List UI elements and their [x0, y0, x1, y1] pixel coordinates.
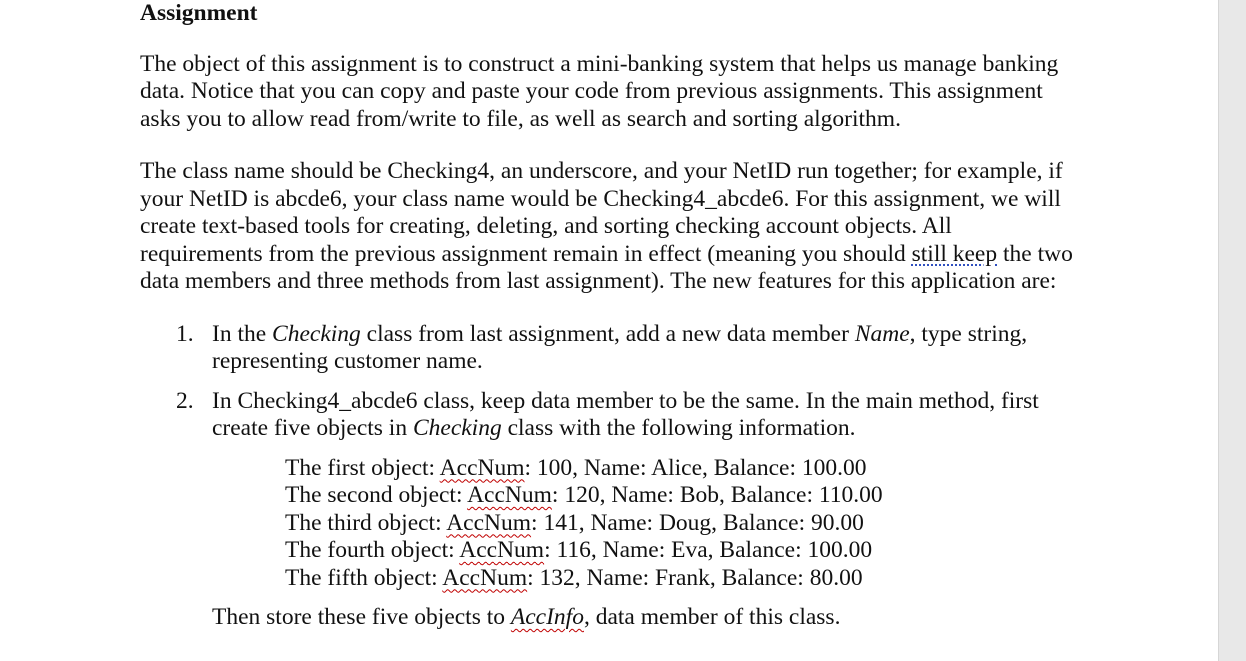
- requirements-text-end: the two data members and three methods from last assignment). The new features for this application are:: [140, 240, 1073, 294]
- object-label: The second object:: [285, 482, 468, 508]
- list-item-text: class with the following information.: [501, 415, 856, 441]
- spellcheck-flagged-word: AccNum: [442, 564, 528, 591]
- list-number: 2.: [176, 387, 194, 414]
- spellcheck-flagged-word: AccNum: [446, 509, 532, 536]
- object-values: : 100, Name: Alice, Balance: 100.00: [524, 454, 867, 481]
- object-values: : 120, Name: Bob, Balance: 110.00: [551, 482, 883, 508]
- spellcheck-flagged-word: AccNum: [459, 537, 545, 563]
- object-line: [285, 482, 1080, 510]
- grammar-flagged-phrase: still keep: [911, 240, 998, 267]
- object-values: : 116, Name: Eva, Balance: 100.00: [544, 537, 873, 563]
- requirements-paragraph: [140, 158, 1080, 296]
- object-list: [285, 455, 1080, 593]
- object-values: : 141, Name: Doug, Balance: 90.00: [531, 509, 864, 536]
- object-label: The first object:: [285, 454, 440, 481]
- page-title: Assignment: [140, 0, 258, 26]
- list-item-text: class from last assignment, add a new data member: [360, 320, 855, 347]
- object-values: : 132, Name: Frank, Balance: 80.00: [527, 564, 863, 591]
- list-item: [140, 388, 1080, 593]
- list-item-text: In the: [212, 320, 273, 347]
- vertical-scrollbar[interactable]: [1218, 0, 1246, 661]
- feature-list: [140, 321, 1080, 593]
- object-label: The third object:: [285, 509, 447, 536]
- object-label: The fifth object:: [285, 564, 443, 591]
- list-item-italic: Checking: [412, 415, 502, 441]
- object-line: [285, 510, 1080, 538]
- spellcheck-flagged-word: AccNum: [467, 482, 552, 508]
- spellcheck-flagged-word: AccInfo: [510, 604, 584, 630]
- list-number: 1.: [176, 320, 194, 347]
- list-item-text: , type string, representing customer name.: [212, 320, 1028, 374]
- spellcheck-flagged-word: AccNum: [439, 454, 525, 481]
- intro-paragraph: The object of this assignment is to construct a mini-banking system that helps us manage banking data. Notice that you can copy and paste your code from previous assignments. This assignment asks you to allow read from/write to file, as well as search and sorting algorithm.: [140, 50, 1059, 132]
- closing-line: [140, 604, 1080, 632]
- list-item-italic: Checking: [272, 320, 361, 347]
- closing-text-start: Then store these five objects to: [212, 604, 511, 630]
- list-item: [140, 321, 1080, 376]
- list-item-italic: Name: [854, 320, 910, 347]
- object-line: [285, 537, 1080, 565]
- object-line: [285, 455, 1080, 483]
- object-line: [285, 565, 1080, 593]
- document-content: [140, 0, 1080, 632]
- list-item-text: In Checking4_abcde6 class, keep data member to be the same. In the main method, first create five objects in: [212, 387, 1039, 441]
- object-label: The fourth object:: [285, 537, 460, 563]
- closing-text-end: , data member of this class.: [583, 604, 841, 630]
- requirements-text-start: The class name should be Checking4, an underscore, and your NetID run together; for example, if your NetID is abcde6, your class name would be Checking4_abcde6. For this assignment, we will create text-based tools for creating, deleting, and sorting checking account objects. All requirements from the previous assignment remain in effect (meaning you should: [140, 158, 1063, 267]
